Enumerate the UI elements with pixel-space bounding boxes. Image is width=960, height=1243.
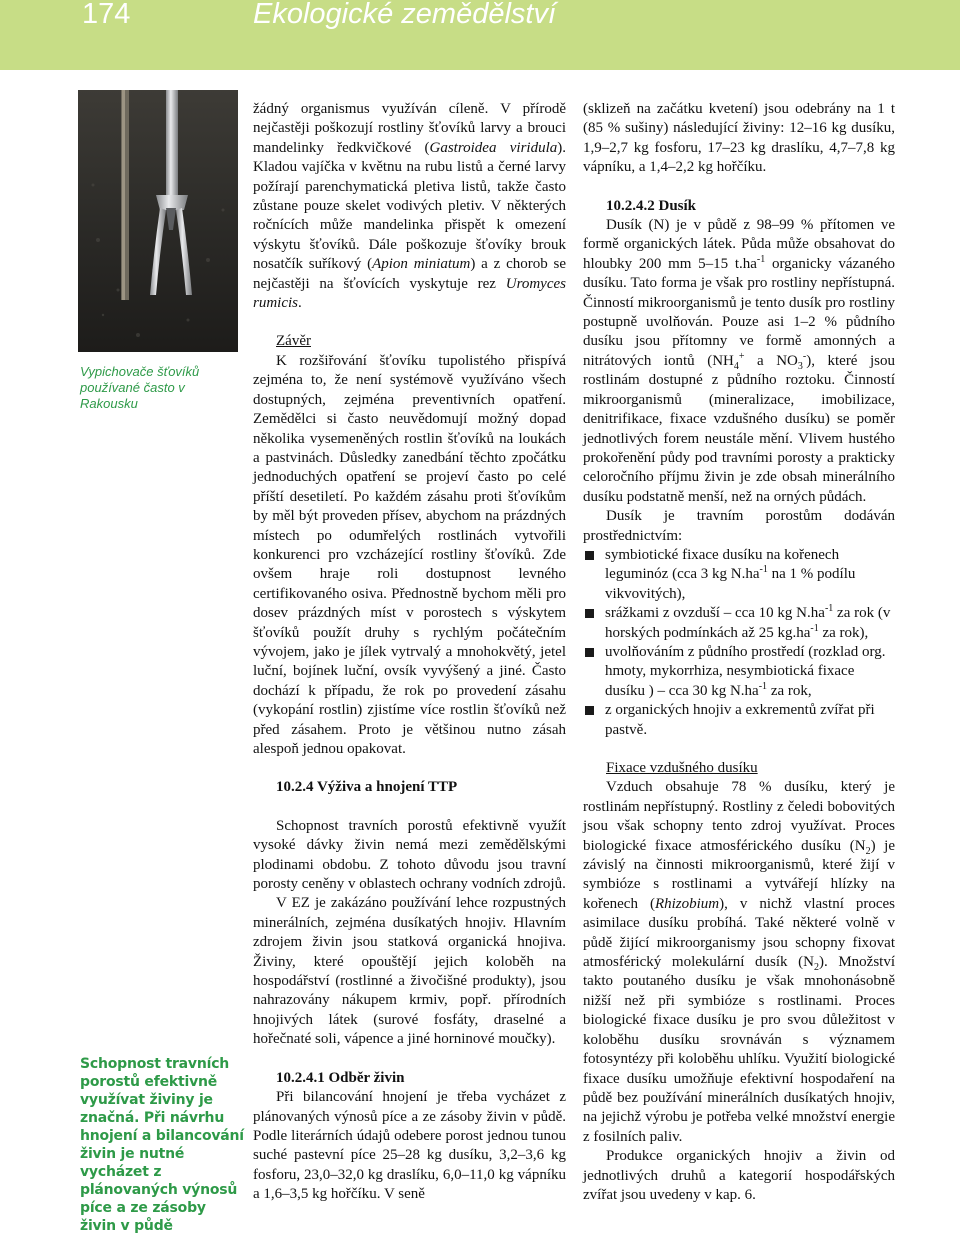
page-header: [0, 0, 960, 70]
paragraph: V EZ je zakázáno používání lehce rozpustných minerálních, zejména dusíkatých hnojiv. Hlavním zdrojem živin jsou statková organická hnojiva. Živiny, které opouštějí jejich koloběh na hospodářství (rostlinné a živočišné produkty), jsou nahrazovány nákupem krmiv, popř. přírodních hnojivých látek (surové fosfáty, draselné a hořečnaté soli, vápence a jiné horninové moučky).: [253, 895, 566, 1048]
paragraph: Schopnost travních porostů efektivně využít vysoké dávky živin nemá mezi zemědělskými plodinami obdobu. Z tohoto důvodu jsou travní porosty ceněny v oblastech ochrany vodních zdrojů.: [253, 817, 566, 893]
paragraph: Vzduch obsahuje 78 % dusíku, který je rostlinám nepřístupný. Rostliny z čeledi bobovitých jsou však schopny tento zdroj využívat. Proces biologické fixace atmosférického dusíku $(N_2)$ je závislý na činnosti mikroorganismů, které žijí v symbióze s rostlinami a vytvářejí hlízky na kořenech (Rhizobium), v nichž vlastní proces asimilace dusíku probíhá. Také některé volně v půdě žijící mikroorganismy jsou schopny fixovat atmosférický molekulární dusík $(N_2)$. Množství takto poutaného dusíku je však mnohonásobně nižší než při symbióze s rostlinami. Proces biologické fixace dusíku je pro svou důležitost v koloběhu dusíku srovnáván s významem fotosyntézy při koloběhu uhlíku. Využití biologické fixace dusíku umožňuje efektivní hospodaření na půdě bez používání minerálních dusíkatých hnojiv, na jejichž výrobu je potřeba velké množství energie z fosilních paliv.: [583, 779, 896, 1145]
weed-fork-photo: [78, 90, 238, 352]
text-column-middle: [253, 100, 566, 1205]
paragraph: Produkce organických hnojiv a živin od jednotlivých druhů a kategorií hospodářských zvířat jsou uvedeny v kap. 6.: [583, 1148, 895, 1203]
section-label-fixace: Fixace vzdušného dusíku: [606, 760, 758, 776]
section-heading: 10.2.4 Výživa a hnojení TTP: [276, 779, 458, 796]
section-label-zaver: Závěr: [276, 333, 311, 350]
list-item: srážkami z ovzduší – cca 10 kg $N.ha^{-1}$ za rok (v horských podmínkách až 25 $kg.ha^{-1}$ za rok),: [583, 604, 895, 643]
bullet-list: [583, 546, 895, 740]
bullet-icon: [585, 706, 594, 715]
paragraph: Dusík (N) je v půdě z 98–99 % přítomen ve formě organických látek. Půda může obsahovat do hloubky 200 mm 5–15 $t.ha^{-1}$ organicky vázaného dusíku. Tato forma je však pro rostliny nepřístupná. Činností mikroorganismů je tento dusík pro rostliny postupně uvolňován. Pouze asi 1–2 % půdního dusíku jsou přítomny ve formě amonných a nitrátových iontů ($NH_4^+$ a $NO_3^-$), které jsou rostlinám dostupné z půdního roztoku. Činností mikroorganismů (mineralizace, imobilizace, denitrifikace, fixace vzdušného dusíku) se poměr jednotlivých forem neustále mění. Vlivem hustého prokořenění půdy pod travními porosty a prakticky celoročního příjmu živin je zde obsah minerálního dusíku podstatně menší, než na orných půdách.: [583, 217, 895, 505]
bullet-icon: [585, 551, 594, 560]
running-title: Ekologické zemědělství: [253, 0, 557, 30]
margin-note: Schopnost travních porostů efektivně využívat živiny je značná. Při návrhu hnojení a bilancování živin je nutné vycházet z plánovaných výnosů píce a ze zásoby živin v půdě: [80, 1056, 244, 1234]
photo-drawing: [78, 90, 238, 352]
figure-caption: Vypichovače šťovíků používané často v Rakousku: [80, 364, 200, 411]
section-heading: 10.2.4.1 Odběr živin: [276, 1069, 405, 1086]
bullet-icon: [585, 648, 594, 657]
list-item: z organických hnojiv a exkrementů zvířat při pastvě.: [583, 701, 895, 740]
bullet-icon: [585, 609, 594, 618]
text-column-right: [583, 100, 895, 1205]
list-item: symbiotické fixace dusíku na kořenech leguminóz (cca 3 kg $N.ha^{-1}$ na 1 % podílu vikvovitých),: [583, 546, 895, 604]
paragraph: K rozšiřování šťovíku tupolistého přispívá zejména to, že není systémově využíváno všech dostupných, zejména preventivních opatření. Zemědělci si často neuvědomují možný dopad několika vysemeněných rostlin šťovíků na loukách a pastvinách. Důsledky zanedbání těchto zpočátku jednoduchých opatření se projeví často po celé příští desetiletí. Po každém zásahu proti šťovíkům by měl být proveden přísev, abychom na prázdných místech po odumřelých rostlinách vytvořili konkurenci pro vzcházející rostliny šťovíků. Zde ovšem hraje roli dostupnost levného certifikovaného osiva. Přednostně bychom měli pro dosev prázdných míst v porostech s výskytem šťovíků použít druhy s rychlým počátečním vývojem, jako je jílek vytrvalý a mnohokvětý, jetel luční, bojínek luční, ovsík vyvýšený a jiné. Často dochází k případu, že rok po provedení zásahu (vykopání rostlin) zjistíme více rostlin šťovíků než před zásahem. Proto je většinou nutno zásah alespoň jednou opakovat.: [253, 352, 566, 757]
paragraph: (sklizeň na začátku kvetení) jsou odebrány na 1 t (85 % sušiny) následující živiny: 12–16 kg dusíku, 1,9–2,7 kg fosforu, 17–23 kg draslíku, 4,7–7,8 kg vápníku, a 1,4–2,2 kg hořčíku.: [583, 101, 895, 176]
paragraph: Při bilancování hnojení je třeba vycházet z plánovaných výnosů píce a ze zásoby živin v půdě. Podle literárních údajů odebere porost jednou tunou suché pastevní píce 25–28 kg dusíku, 3,2–3,6 kg fosforu, 23,0–32,0 kg draslíku, 6,0–11,0 kg vápníku a 1,6–3,5 kg hořčíku. V seně: [253, 1089, 566, 1203]
paragraph: Dusík je travním porostům dodáván prostřednictvím:: [583, 508, 895, 544]
page-number: 174: [82, 0, 131, 30]
paragraph: žádný organismus využíván cíleně. V přírodě nejčastěji poškozují rostliny šťovíků larvy a brouci mandelinky ředkvičkové (Gastroidea viridula). Kladou vajíčka v květnu na rubu listů a černé larvy požírají parenchymatická pletiva listů, takže často zůstane pouze skelet vodivých pletiv. V některých ročnících může mandelinka přispět k omezení výskytu šťovíků. Dále poškozuje šťovíky brouk nosatčík suříkový (Apion miniatum) a z chorob se nejčastěji na šťovících vyskytuje rez Uromyces rumicis.: [253, 101, 567, 312]
list-item: uvolňováním z půdního prostředí (rozklad org. hmoty, mykorrhiza, nesymbiotická fixace dusíku ) – cca 30 kg $N.ha^{-1}$ za rok,: [583, 643, 895, 701]
section-heading: 10.2.4.2 Dusík: [606, 197, 697, 214]
